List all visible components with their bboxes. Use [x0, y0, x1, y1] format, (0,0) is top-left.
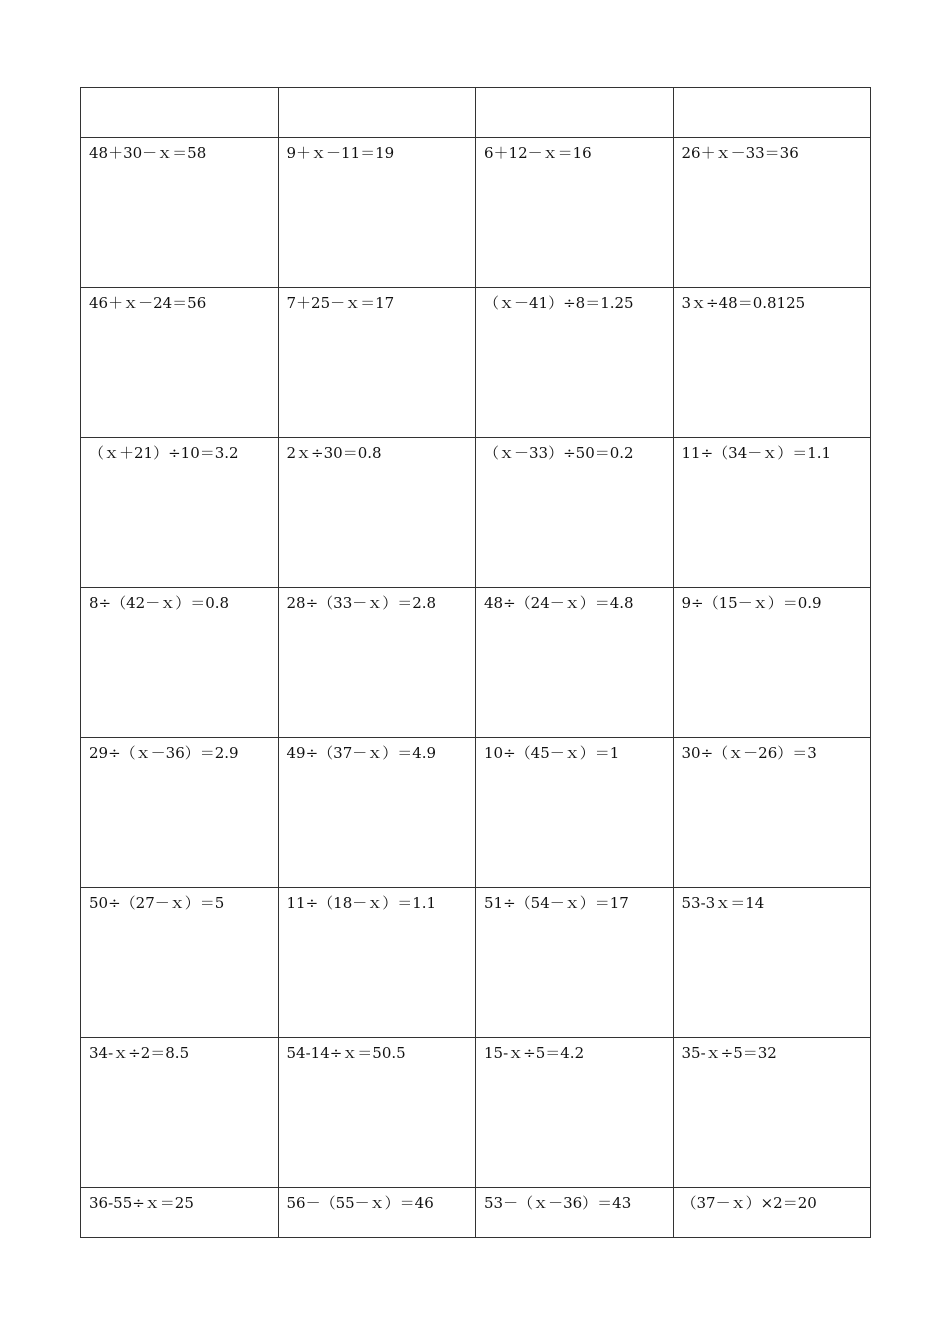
equation-cell: 51÷（54－ｘ）＝17	[476, 888, 674, 1038]
equation-cell: 46＋ｘ－24＝56	[81, 288, 279, 438]
table-row	[81, 588, 871, 738]
equation-cell: （ｘ－41）÷8＝1.25	[476, 288, 674, 438]
equation-cell: 34-ｘ÷2＝8.5	[81, 1038, 279, 1188]
equation-cell: 56－（55－ｘ）＝46	[278, 1188, 476, 1238]
equation-cell: 29÷（ｘ－36）＝2.9	[81, 738, 279, 888]
table-row	[81, 138, 871, 288]
equation-cell: 54-14÷ｘ＝50.5	[278, 1038, 476, 1188]
table-row	[81, 438, 871, 588]
equation-cell: 9＋ｘ－11＝19	[278, 138, 476, 288]
table-row	[81, 1188, 871, 1238]
equation-cell: 49÷（37－ｘ）＝4.9	[278, 738, 476, 888]
equation-cell: 48＋30－ｘ＝58	[81, 138, 279, 288]
header-cell	[278, 88, 476, 138]
equation-cell: 11÷（34－ｘ）＝1.1	[673, 438, 871, 588]
equation-cell: 6＋12－ｘ＝16	[476, 138, 674, 288]
equation-cell: 53-3ｘ＝14	[673, 888, 871, 1038]
table-header-row	[81, 88, 871, 138]
equation-cell: 30÷（ｘ－26）＝3	[673, 738, 871, 888]
table-row	[81, 888, 871, 1038]
header-cell	[673, 88, 871, 138]
equation-cell: （ｘ＋21）÷10＝3.2	[81, 438, 279, 588]
equation-cell: 26＋ｘ－33＝36	[673, 138, 871, 288]
equation-cell: 8÷（42－ｘ）＝0.8	[81, 588, 279, 738]
equation-cell: 28÷（33－ｘ）＝2.8	[278, 588, 476, 738]
equation-cell: （37－ｘ）×2＝20	[673, 1188, 871, 1238]
equation-cell: 53－（ｘ－36）＝43	[476, 1188, 674, 1238]
equation-cell: 2ｘ÷30＝0.8	[278, 438, 476, 588]
equation-cell: 11÷（18－ｘ）＝1.1	[278, 888, 476, 1038]
equation-cell: 48÷（24－ｘ）＝4.8	[476, 588, 674, 738]
equation-cell: 10÷（45－ｘ）＝1	[476, 738, 674, 888]
equation-cell: 50÷（27－ｘ）＝5	[81, 888, 279, 1038]
equation-worksheet-table	[80, 87, 871, 1238]
equation-cell: （ｘ－33）÷50＝0.2	[476, 438, 674, 588]
table-row	[81, 288, 871, 438]
equation-cell: 35-ｘ÷5＝32	[673, 1038, 871, 1188]
header-cell	[81, 88, 279, 138]
equation-cell: 9÷（15－ｘ）＝0.9	[673, 588, 871, 738]
equation-cell: 7＋25－ｘ＝17	[278, 288, 476, 438]
equation-cell: 3ｘ÷48＝0.8125	[673, 288, 871, 438]
equation-cell: 36-55÷ｘ＝25	[81, 1188, 279, 1238]
table-row	[81, 738, 871, 888]
header-cell	[476, 88, 674, 138]
table-row	[81, 1038, 871, 1188]
equation-cell: 15-ｘ÷5＝4.2	[476, 1038, 674, 1188]
